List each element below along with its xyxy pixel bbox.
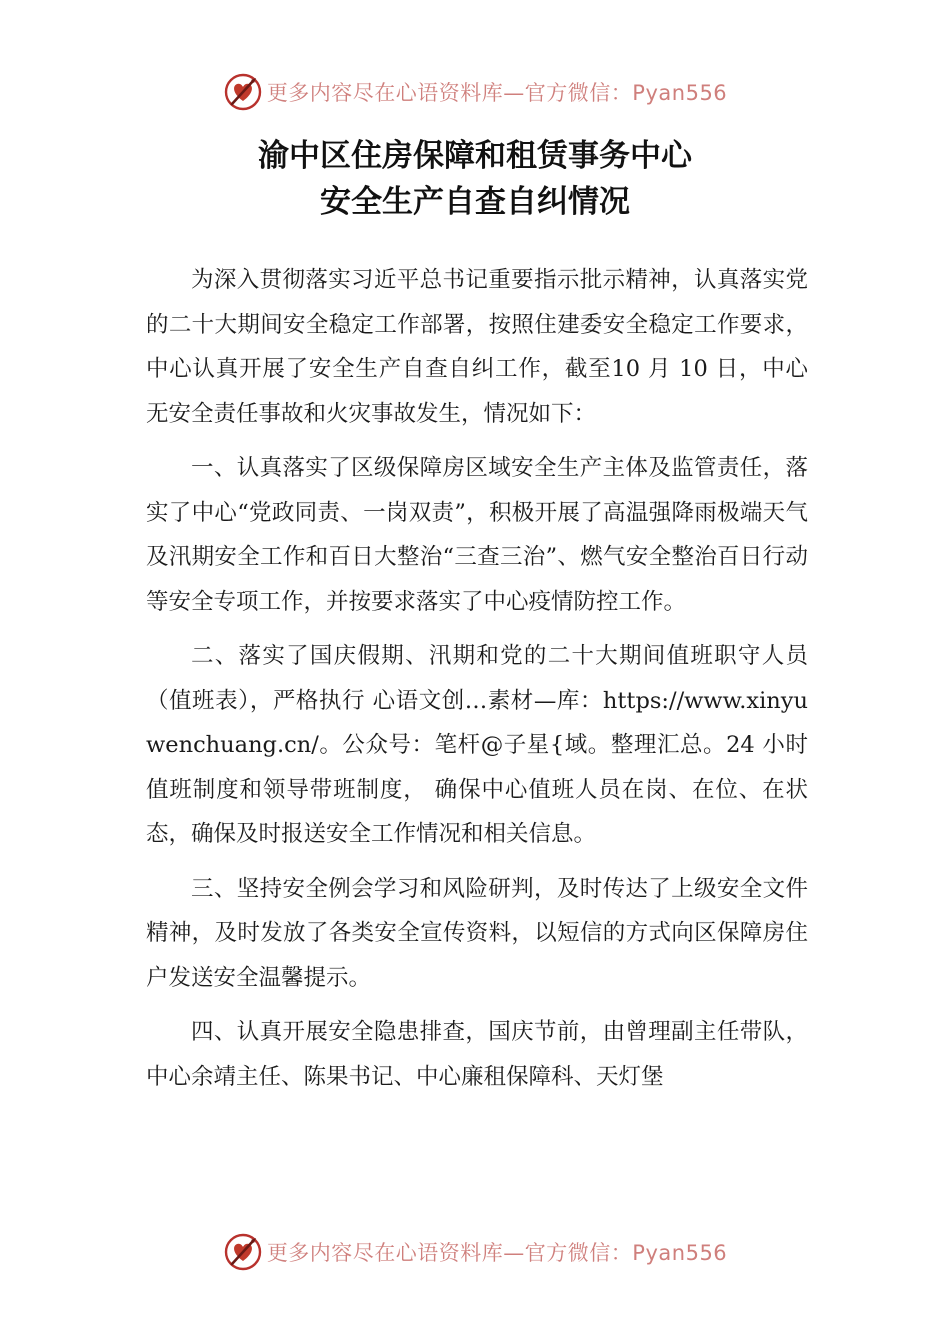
heart-pen-logo-icon	[223, 72, 263, 112]
watermark-text: 更多内容尽在心语资料库—官方微信：Pyan556	[266, 1241, 728, 1265]
header-watermark-banner	[0, 72, 950, 112]
watermark-text: 更多内容尽在心语资料库—官方微信：Pyan556	[266, 81, 728, 105]
paragraph-item-4: 四、认真开展安全隐患排查，国庆节前，由曾理副主任带队，中心余靖主任、陈果书记、中心廉租保障科、天灯堡	[146, 1019, 808, 1090]
heart-pen-logo-icon	[223, 1232, 263, 1272]
paragraph-item-3: 三、坚持安全例会学习和风险研判，及时传达了上级安全文件精神，及时发放了各类安全宣传资料，以短信的方式向区保障房住户发送安全温馨提示。	[146, 875, 808, 991]
paragraph-intro: 为深入贯彻落实习近平总书记重要指示批示精神，认真落实党的二十大期间安全稳定工作部署，按照住建委安全稳定工作要求，中心认真开展了安全生产自查自纠工作，截至10 月 10 日，中心无安全责任事故和火灾事故发生，情况如下：	[146, 267, 808, 427]
paragraph-item-1: 一、认真落实了区级保障房区域安全生产主体及监管责任，落实了中心“党政同责、一岗双责”，积极开展了高温强降雨极端天气及汛期安全工作和百日大整治“三查三治”、燃气安全整治百日行动等安全专项工作，并按要求落实了中心疫情防控工作。	[146, 455, 808, 615]
document-title-line-1: 渝中区住房保障和租赁事务中心	[258, 138, 692, 174]
document-body	[146, 258, 808, 1109]
footer-watermark-banner	[0, 1232, 950, 1272]
paragraph-item-2: 二、落实了国庆假期、汛期和党的二十大期间值班职守人员（值班表），严格执行 心语文创…素材—库：https://www.xinyuwenchuang.cn/。公众号：笔杆@子星{域。整理汇总。24 小时值班制度和领导带班制度， 确保中心值班人员在岗、在位、在状态，确保及时报送安全工作情况和相关信息。	[146, 643, 808, 847]
document-title-line-2: 安全生产自查自纠情况	[320, 184, 630, 220]
